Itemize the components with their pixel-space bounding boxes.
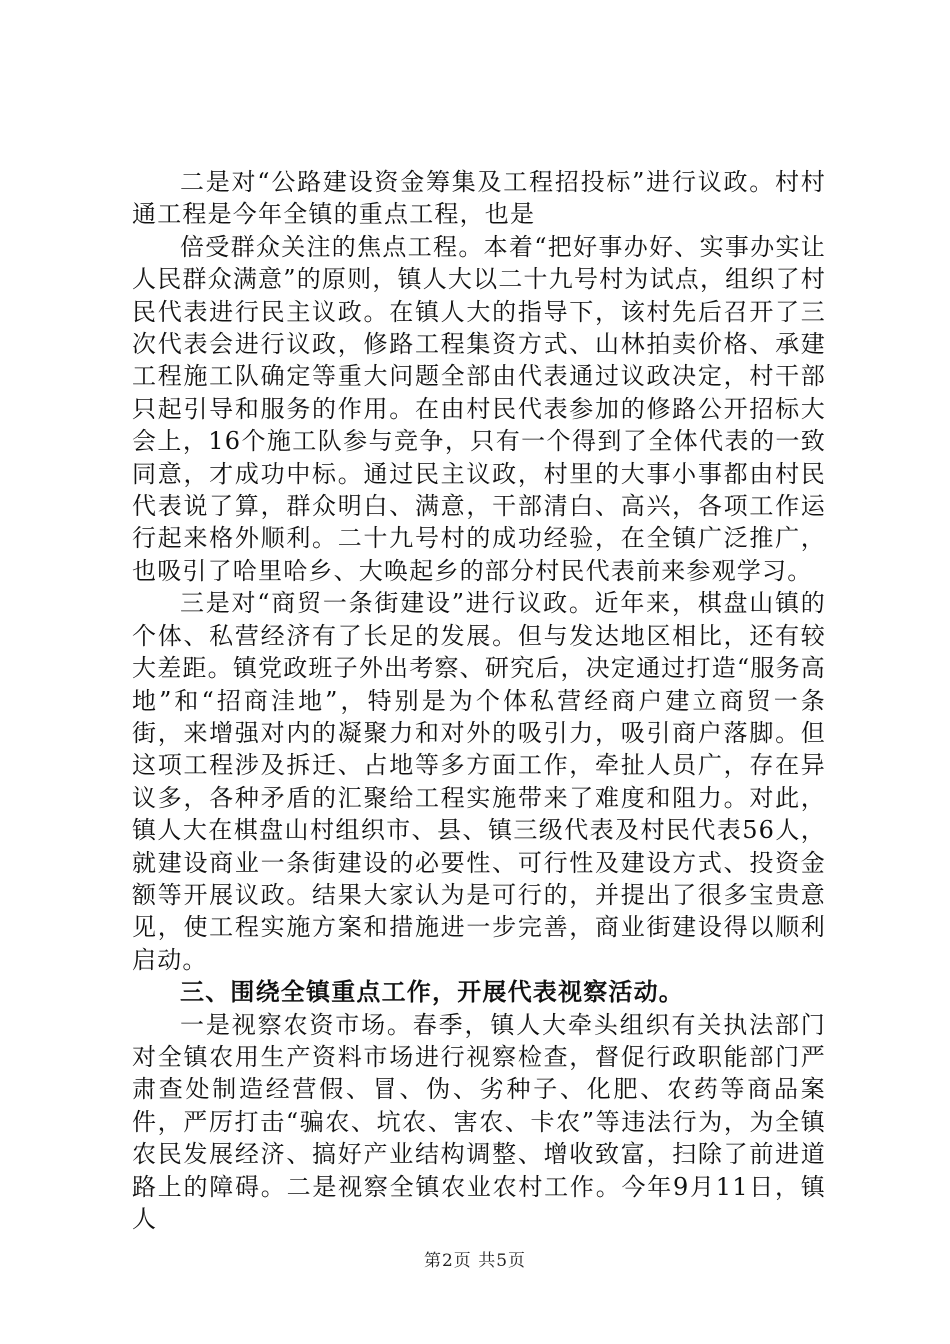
paragraph-inspection: 一是视察农资市场。春季，镇人大牵头组织有关执法部门对全镇农用生产资料市场进行视察检查，督促行政职能部门严肃查处制造经营假、冒、伪、劣种子、化肥、农药等商品案件，严厉打击“骗农、坑农、害农、卡农”等违法行为，为全镇农民发展经济、搞好产业结构调整、增收致富，扫除了前进道路上的障碍。二是视察全镇农业农村工作。今年9月11日，镇人 <box>132 1010 826 1233</box>
document-body <box>132 166 826 1235</box>
paragraph-commerce-street: 三是对“商贸一条街建设”进行议政。近年来，棋盘山镇的个体、私营经济有了长足的发展。但与发达地区相比，还有较大差距。镇党政班子外出考察、研究后，决定通过打造“服务高地”和“招商洼地”，特别是为个体私营经商户建立商贸一条街，来增强对内的凝聚力和对外的吸引力，吸引商户落脚。但这项工程涉及拆迁、占地等多方面工作，牵扯人员广，存在异议多，各种矛盾的汇聚给工程实施带来了难度和阻力。对此，镇人大在棋盘山村组织市、县、镇三级代表及村民代表56人，就建设商业一条街建设的必要性、可行性及建设方式、投资金额等开展议政。结果大家认为是可行的，并提出了很多宝贵意见，使工程实施方案和措施进一步完善，商业街建设得以顺利启动。 <box>132 589 826 974</box>
page-footer: 第2页 共5页 <box>423 1251 527 1271</box>
paragraph-road-funding-continued: 倍受群众关注的焦点工程。本着“把好事办好、实事办实让人民群众满意”的原则，镇人大以二十九号村为试点，组织了村民代表进行民主议政。在镇人大的指导下，该村先后召开了三次代表会进行议政，修路工程集资方式、山林拍卖价格、承建工程施工队确定等重大问题全部由代表通过议政决定，村干部只起引导和服务的作用。在由村民代表参加的修路公开招标大会上，16个施工队参与竞争，只有一个得到了全体代表的一致同意，才成功中标。通过民主议政，村里的大事小事都由村民代表说了算，群众明白、满意，干部清白、高兴，各项工作运行起来格外顺利。二十九号村的成功经验，在全镇广泛推广，也吸引了哈里哈乡、大唤起乡的部分村民代表前来参观学习。 <box>132 232 826 585</box>
paragraph-road-funding: 二是对“公路建设资金筹集及工程招投标”进行议政。村村通工程是今年全镇的重点工程，也是 <box>132 168 826 229</box>
section-heading: 三、围绕全镇重点工作，开展代表视察活动。 <box>180 978 684 1007</box>
